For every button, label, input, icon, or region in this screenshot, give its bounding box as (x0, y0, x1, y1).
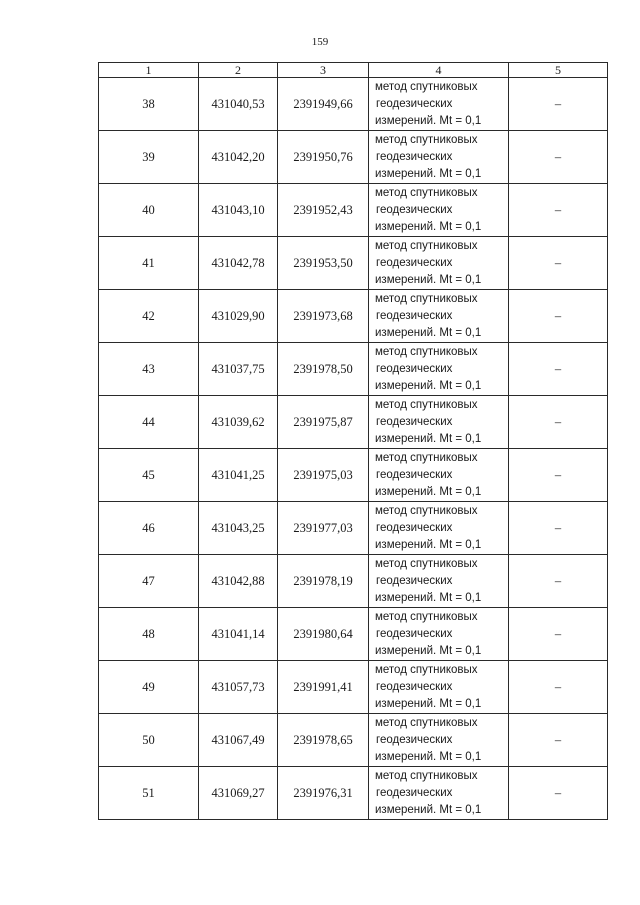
method-cell (369, 343, 509, 396)
method-text-line: метод спутниковых (375, 610, 478, 623)
note-cell: – (509, 555, 608, 608)
point-number-cell: 41 (99, 237, 199, 290)
note-cell: – (509, 78, 608, 131)
table-row (99, 184, 608, 237)
x-coordinate-cell: 431039,62 (199, 396, 278, 449)
table-header-row (99, 63, 608, 78)
table-row (99, 78, 608, 131)
table-row (99, 767, 608, 820)
x-coordinate-cell: 431057,73 (199, 661, 278, 714)
x-coordinate-cell: 431042,78 (199, 237, 278, 290)
method-text-line: метод спутниковых (375, 133, 478, 146)
y-coordinate-cell: 2391975,03 (278, 449, 369, 502)
y-coordinate-cell: 2391949,66 (278, 78, 369, 131)
table-row (99, 237, 608, 290)
method-text-line: измерений. Mt = 0,1 (375, 750, 482, 763)
y-coordinate-cell: 2391980,64 (278, 608, 369, 661)
method-text-line: геодезических (376, 521, 453, 534)
point-number-cell: 42 (99, 290, 199, 343)
y-coordinate-cell: 2391978,50 (278, 343, 369, 396)
x-coordinate-cell: 431037,75 (199, 343, 278, 396)
y-coordinate-cell: 2391950,76 (278, 131, 369, 184)
method-text-line: геодезических (376, 256, 453, 269)
point-number-cell: 50 (99, 714, 199, 767)
y-coordinate-cell: 2391991,41 (278, 661, 369, 714)
method-cell (369, 449, 509, 502)
method-text-line: метод спутниковых (375, 398, 478, 411)
point-number-cell: 46 (99, 502, 199, 555)
table-row (99, 555, 608, 608)
table-body (99, 78, 608, 820)
method-text-line: геодезических (376, 786, 453, 799)
x-coordinate-cell: 431043,25 (199, 502, 278, 555)
method-text-line: геодезических (376, 680, 453, 693)
x-coordinate-cell: 431067,49 (199, 714, 278, 767)
note-cell: – (509, 767, 608, 820)
method-cell (369, 714, 509, 767)
method-text-line: метод спутниковых (375, 769, 478, 782)
method-text-line: геодезических (376, 468, 453, 481)
point-number-cell: 48 (99, 608, 199, 661)
method-text-line: метод спутниковых (375, 504, 478, 517)
y-coordinate-cell: 2391973,68 (278, 290, 369, 343)
method-text-line: метод спутниковых (375, 186, 478, 199)
method-text-line: метод спутниковых (375, 80, 478, 93)
y-coordinate-cell: 2391953,50 (278, 237, 369, 290)
note-cell: – (509, 343, 608, 396)
method-text-line: метод спутниковых (375, 716, 478, 729)
note-cell: – (509, 661, 608, 714)
y-coordinate-cell: 2391976,31 (278, 767, 369, 820)
point-number-cell: 44 (99, 396, 199, 449)
note-cell: – (509, 396, 608, 449)
method-text-line: измерений. Mt = 0,1 (375, 114, 482, 127)
note-cell: – (509, 449, 608, 502)
method-text-line: измерений. Mt = 0,1 (375, 803, 482, 816)
table-row (99, 396, 608, 449)
x-coordinate-cell: 431041,25 (199, 449, 278, 502)
point-number-cell: 38 (99, 78, 199, 131)
method-text-line: измерений. Mt = 0,1 (375, 432, 482, 445)
method-text-line: геодезических (376, 574, 453, 587)
method-text-line: геодезических (376, 203, 453, 216)
method-text-line: измерений. Mt = 0,1 (375, 167, 482, 180)
method-text-line: геодезических (376, 309, 453, 322)
method-cell (369, 608, 509, 661)
note-cell: – (509, 290, 608, 343)
x-coordinate-cell: 431042,88 (199, 555, 278, 608)
table-row (99, 131, 608, 184)
method-text-line: геодезических (376, 362, 453, 375)
table-row (99, 290, 608, 343)
method-text-line: измерений. Mt = 0,1 (375, 697, 482, 710)
table-row (99, 714, 608, 767)
x-coordinate-cell: 431069,27 (199, 767, 278, 820)
point-number-cell: 45 (99, 449, 199, 502)
method-cell (369, 237, 509, 290)
method-text-line: измерений. Mt = 0,1 (375, 591, 482, 604)
method-text-line: метод спутниковых (375, 345, 478, 358)
note-cell: – (509, 131, 608, 184)
point-number-cell: 43 (99, 343, 199, 396)
point-number-cell: 49 (99, 661, 199, 714)
point-number-cell: 51 (99, 767, 199, 820)
method-text-line: геодезических (376, 733, 453, 746)
table-row (99, 502, 608, 555)
method-text-line: метод спутниковых (375, 663, 478, 676)
table-row (99, 608, 608, 661)
method-cell (369, 396, 509, 449)
x-coordinate-cell: 431041,14 (199, 608, 278, 661)
column-header: 3 (278, 63, 369, 78)
note-cell: – (509, 502, 608, 555)
method-text-line: измерений. Mt = 0,1 (375, 538, 482, 551)
table-row (99, 343, 608, 396)
page-number: 159 (311, 36, 329, 48)
method-text-line: измерений. Mt = 0,1 (375, 273, 482, 286)
method-text-line: метод спутниковых (375, 451, 478, 464)
method-cell (369, 502, 509, 555)
method-text-line: метод спутниковых (375, 557, 478, 570)
note-cell: – (509, 608, 608, 661)
method-cell (369, 131, 509, 184)
method-text-line: измерений. Mt = 0,1 (375, 485, 482, 498)
column-header: 2 (199, 63, 278, 78)
method-cell (369, 767, 509, 820)
method-text-line: геодезических (376, 150, 453, 163)
point-number-cell: 47 (99, 555, 199, 608)
y-coordinate-cell: 2391978,19 (278, 555, 369, 608)
column-header: 5 (509, 63, 608, 78)
method-text-line: геодезических (376, 415, 453, 428)
method-text-line: геодезических (376, 97, 453, 110)
x-coordinate-cell: 431040,53 (199, 78, 278, 131)
method-text-line: измерений. Mt = 0,1 (375, 644, 482, 657)
column-header: 4 (369, 63, 509, 78)
y-coordinate-cell: 2391975,87 (278, 396, 369, 449)
table-row (99, 449, 608, 502)
method-text-line: метод спутниковых (375, 292, 478, 305)
method-text-line: измерений. Mt = 0,1 (375, 379, 482, 392)
column-header: 1 (99, 63, 199, 78)
method-cell (369, 290, 509, 343)
x-coordinate-cell: 431043,10 (199, 184, 278, 237)
note-cell: – (509, 714, 608, 767)
note-cell: – (509, 184, 608, 237)
y-coordinate-cell: 2391977,03 (278, 502, 369, 555)
method-cell (369, 78, 509, 131)
table-row (99, 661, 608, 714)
y-coordinate-cell: 2391952,43 (278, 184, 369, 237)
y-coordinate-cell: 2391978,65 (278, 714, 369, 767)
point-number-cell: 40 (99, 184, 199, 237)
method-text-line: геодезических (376, 627, 453, 640)
method-cell (369, 661, 509, 714)
method-cell (369, 184, 509, 237)
method-text-line: измерений. Mt = 0,1 (375, 220, 482, 233)
point-number-cell: 39 (99, 131, 199, 184)
note-cell: – (509, 237, 608, 290)
x-coordinate-cell: 431029,90 (199, 290, 278, 343)
method-text-line: метод спутниковых (375, 239, 478, 252)
x-coordinate-cell: 431042,20 (199, 131, 278, 184)
method-text-line: измерений. Mt = 0,1 (375, 326, 482, 339)
method-cell (369, 555, 509, 608)
coordinates-table (98, 62, 608, 820)
